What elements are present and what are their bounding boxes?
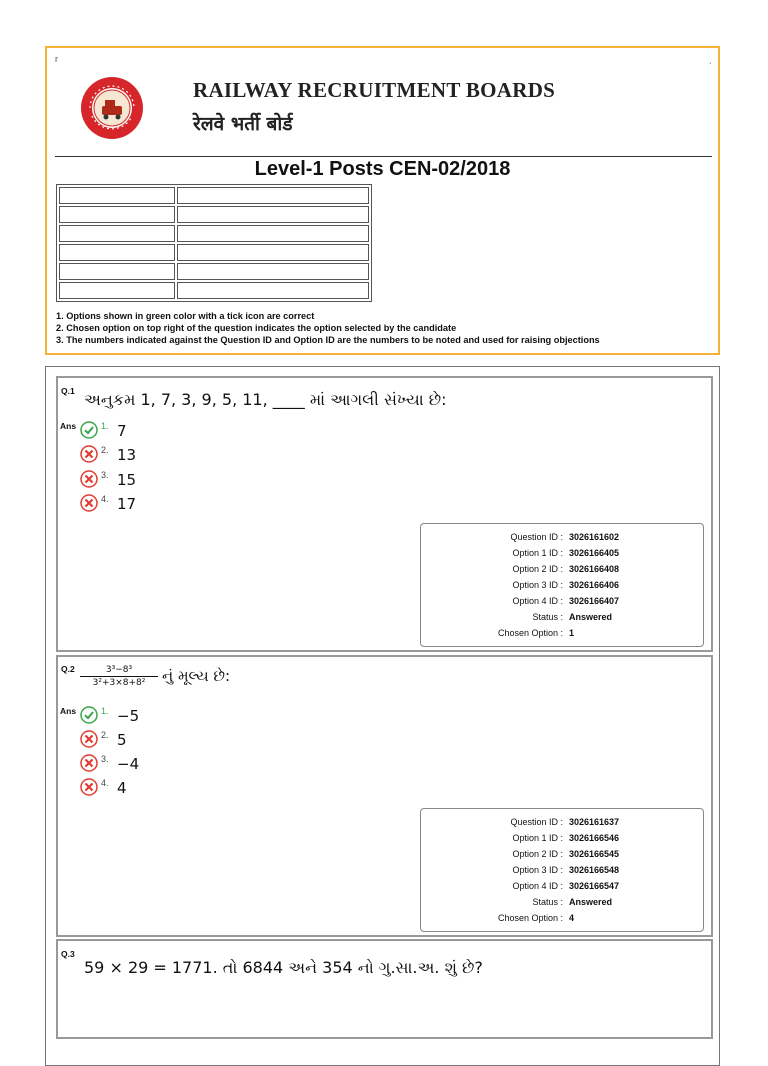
option-text: −4 xyxy=(117,755,140,773)
id-label: Question ID : xyxy=(510,817,563,827)
status-row xyxy=(421,895,703,909)
info-row xyxy=(59,263,369,280)
id-label: Option 4 ID : xyxy=(512,596,563,606)
info-key xyxy=(59,206,175,223)
option-number: 2. xyxy=(101,730,109,740)
info-value xyxy=(177,187,369,204)
id-label: Option 3 ID : xyxy=(512,580,563,590)
id-value: 3026166408 xyxy=(569,564,620,574)
question-number: Q.1 xyxy=(61,386,75,396)
check-circle-icon xyxy=(80,421,98,439)
cross-circle-icon xyxy=(80,494,98,512)
question-id-row xyxy=(421,530,703,544)
indian-railways-logo xyxy=(80,76,144,140)
exam-title: Level-1 Posts CEN-02/2018 xyxy=(254,158,511,180)
question-text: અનુકમ 1, 7, 3, 9, 5, 11, ____ માં આગલી સંખ્યા છે: xyxy=(84,390,447,409)
question-card xyxy=(56,939,713,1039)
candidate-info-table xyxy=(56,184,372,302)
id-value: 3026166548 xyxy=(569,865,620,875)
fraction-numerator: 3³−8³ xyxy=(80,665,158,677)
option-3-id-row xyxy=(421,863,703,877)
id-value: 3026166547 xyxy=(569,881,620,891)
info-row xyxy=(59,187,369,204)
cross-circle-icon xyxy=(80,470,98,488)
option-text: 17 xyxy=(117,495,137,513)
note-line: 3. The numbers indicated against the Question ID and Option ID are the numbers to be noted and used for raising objections xyxy=(56,335,600,345)
id-value: 3026166545 xyxy=(569,849,620,859)
instruction-notes xyxy=(56,310,600,346)
question-text: 59 × 29 = 1771. તો 6844 અને 354 નો ગુ.સા.અ. શું છે? xyxy=(84,958,483,977)
fraction-denominator: 3²+3×8+8² xyxy=(92,678,146,688)
info-value xyxy=(177,225,369,242)
info-key xyxy=(59,187,175,204)
option-number: 3. xyxy=(101,754,109,764)
id-label: Option 2 ID : xyxy=(512,849,563,859)
id-label: Option 1 ID : xyxy=(512,833,563,843)
info-row xyxy=(59,225,369,242)
answer-label: Ans xyxy=(60,421,77,431)
cross-circle-icon xyxy=(80,445,98,463)
info-value xyxy=(177,206,369,223)
header-divider xyxy=(55,156,712,157)
board-name-english: RAILWAY RECRUITMENT BOARDS xyxy=(193,78,556,102)
question-id-box xyxy=(420,523,704,647)
header-panel xyxy=(45,46,720,355)
option-4-id-row xyxy=(421,594,703,608)
check-circle-icon xyxy=(80,706,98,724)
option-2-id-row xyxy=(421,847,703,861)
id-value: 3026161637 xyxy=(569,817,620,827)
question-id-box xyxy=(420,808,704,932)
id-value: 3026161602 xyxy=(569,532,620,542)
id-label: Option 4 ID : xyxy=(512,881,563,891)
id-label: Option 2 ID : xyxy=(512,564,563,574)
option-1-id-row xyxy=(421,546,703,560)
option-text: 13 xyxy=(117,446,137,464)
question-fraction xyxy=(80,665,158,688)
option-number: 2. xyxy=(101,445,109,455)
id-label: Status : xyxy=(532,612,563,622)
info-key xyxy=(59,263,175,280)
cross-circle-icon xyxy=(80,730,98,748)
cross-circle-icon xyxy=(80,754,98,772)
info-row xyxy=(59,244,369,261)
question-card xyxy=(56,376,713,652)
question-number: Q.2 xyxy=(61,664,75,674)
info-row xyxy=(59,206,369,223)
id-label: Option 1 ID : xyxy=(512,548,563,558)
question-text: નું મૂલ્ય છે: xyxy=(162,667,231,685)
option-3-id-row xyxy=(421,578,703,592)
info-value xyxy=(177,244,369,261)
option-number: 3. xyxy=(101,470,109,480)
info-key xyxy=(59,244,175,261)
id-value: 3026166407 xyxy=(569,596,620,606)
option-text: −5 xyxy=(117,707,140,725)
info-key xyxy=(59,225,175,242)
option-number: 1. xyxy=(101,706,109,716)
id-label: Status : xyxy=(532,897,563,907)
id-value: 3026166405 xyxy=(569,548,620,558)
corner-mark-left: r xyxy=(55,54,58,64)
chosen-option-row xyxy=(421,626,703,640)
note-line: 2. Chosen option on top right of the question indicates the option selected by the candidate xyxy=(56,323,457,333)
board-name-hindi: रेलवे भर्ती बोर्ड xyxy=(193,113,293,135)
id-label: Chosen Option : xyxy=(497,913,563,923)
option-2-id-row xyxy=(421,562,703,576)
status-value: Answered xyxy=(569,612,613,622)
status-value: Answered xyxy=(569,897,613,907)
chosen-value: 1 xyxy=(569,628,575,638)
option-number: 1. xyxy=(101,421,109,431)
info-row xyxy=(59,282,369,299)
option-text: 5 xyxy=(117,731,127,749)
id-value: 3026166406 xyxy=(569,580,620,590)
info-value xyxy=(177,263,369,280)
cross-circle-icon xyxy=(80,778,98,796)
info-value xyxy=(177,282,369,299)
option-text: 4 xyxy=(117,779,127,797)
question-card xyxy=(56,655,713,937)
question-number: Q.3 xyxy=(61,949,75,959)
option-text: 7 xyxy=(117,422,127,440)
option-text: 15 xyxy=(117,471,137,489)
option-number: 4. xyxy=(101,494,109,504)
chosen-option-row xyxy=(421,911,703,925)
option-number: 4. xyxy=(101,778,109,788)
chosen-value: 4 xyxy=(569,913,575,923)
question-id-row xyxy=(421,815,703,829)
note-line: 1. Options shown in green color with a tick icon are correct xyxy=(56,311,315,321)
id-value: 3026166546 xyxy=(569,833,620,843)
info-key xyxy=(59,282,175,299)
id-label: Question ID : xyxy=(510,532,563,542)
corner-mark-right: ˎ xyxy=(709,54,712,64)
status-row xyxy=(421,610,703,624)
answer-label: Ans xyxy=(60,706,77,716)
option-1-id-row xyxy=(421,831,703,845)
id-label: Chosen Option : xyxy=(497,628,563,638)
option-4-id-row xyxy=(421,879,703,893)
id-label: Option 3 ID : xyxy=(512,865,563,875)
